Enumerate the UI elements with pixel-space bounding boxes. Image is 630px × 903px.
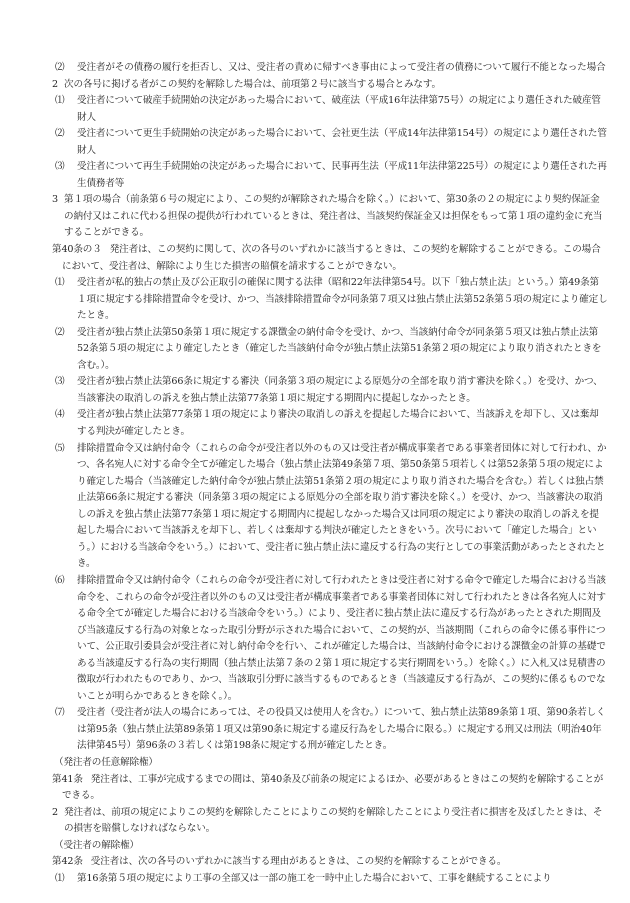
- paragraph-text: 受注者について破産手続開始の決定があった場合において、破産法（平成16年法律第75号）の規定により選任された破産管財人: [77, 95, 601, 123]
- paragraph-label: ⑵: [55, 326, 65, 338]
- list-item: [52, 275, 608, 325]
- section-heading: [52, 755, 608, 772]
- list-item: [52, 126, 608, 159]
- paragraph-label: ⑸: [55, 442, 65, 454]
- list-item: [52, 573, 608, 705]
- paragraph-label: ⑴: [55, 277, 65, 289]
- paragraph-label: ⑴: [55, 872, 65, 884]
- paragraph: [52, 805, 608, 838]
- paragraph-text: 排除措置命令又は納付命令（これらの命令が受注者に対して行われたときは受注者に対する命令で確定した場合における当該命令を、これらの命令が受注者以外のもの又は受注者が構成事業者である事業者団体に対して行われたときは各名宛人に対する命令全てが確定した場合における当該命令をいう。）により、受注者に独占禁止法に違反する行為があったとされた期間及び当該違反する行為の対象となった取引分野が示された場合において、この契約が、当該期間（これらの命令に係る事件について、公正取引委員会が受注者に対し納付命令を行い、これが確定した場合は、当該納付命令における課徴金の計算の基礎である当該違反する行為の実行期間（独占禁止法第７条の２第１項に規定する実行期間をいう。）を除く。）に入札又は見積書の徴取が行われたものであり、かつ、当該取引分野に該当するものであるとき（当該違反する行為が、この契約に係るものでないことが明らかであるときを除く。）。: [77, 574, 606, 702]
- paragraph-label: 2: [52, 806, 58, 818]
- paragraph-label: ⑺: [55, 707, 65, 719]
- list-item: [52, 871, 608, 888]
- article-paragraph: [52, 772, 608, 805]
- paragraph-text: 次の各号に掲げる者がこの契約を解除した場合は、前項第２号に該当する場合とみなす。: [64, 78, 441, 90]
- paragraph-text: （発注者の任意解除権）: [54, 756, 158, 768]
- section-heading: [52, 838, 608, 855]
- list-item: [52, 441, 608, 573]
- paragraph-text: 受注者が独占禁止法第77条第１項の規定により審決の取消しの訴えを提起した場合において、当該訴えを却下し、又は棄却する判決が確定したとき。: [77, 409, 599, 438]
- paragraph-label: ⑵: [55, 62, 65, 73]
- paragraph-text: 受注者が独占禁止法第66条に規定する審決（同条第３項の規定による原処分の全部を取り消す審決を除く。）を受け、かつ、当該審決の取消しの訴えを独占禁止法第77条第１項に規定する期間内に提起しなかったとき。: [77, 376, 603, 404]
- article-paragraph: [52, 854, 608, 871]
- paragraph-text: （受注者の解除権）: [54, 839, 139, 851]
- paragraph-label: 3: [52, 194, 58, 206]
- paragraph-label: ⑴: [55, 95, 65, 107]
- paragraph-label: ⑷: [55, 409, 65, 421]
- list-item: [52, 93, 608, 126]
- paragraph-label: ⑶: [55, 376, 65, 388]
- article-paragraph: [52, 242, 608, 275]
- paragraph-label: 第41条: [52, 773, 83, 785]
- paragraph-label: 2: [52, 78, 58, 90]
- paragraph-text: 排除措置命令又は納付命令（これらの命令が受注者以外のもの又は受注者が構成事業者である事業者団体に対して行われ、かつ、各名宛人に対する命令全てが確定した場合（独占禁止法第49条第７項、第50条第５項若しくは第52条第５項の規定により確定した場合（当該確定した納付命令が独占禁止法第51条第２項の規定により取り消された場合を含む。）若しくは独占禁止法第66条に規定する審決（同条第３項の規定による原処分の全部を取り消す審決を除く。）を受け、かつ、当該審決の取消しの訴えを独占禁止法第77条第１項に規定する期間内に提起しなかった場合又は同項の規定により審決の取消しの訴えを提起した場合において当該訴えを却下し、若しくは棄却する判決が確定したときをいう。次号において「確定した場合」という。）における当該命令をいう。）において、受注者に独占禁止法に違反する行為の実行としての事業活動があったとされたとき。: [77, 442, 607, 570]
- paragraph-label: ⑹: [55, 574, 65, 586]
- list-item: [52, 60, 608, 77]
- paragraph-text: 受注者（受注者が法人の場合にあっては、その役員又は使用人を含む。）について、独占禁止法第89条第１項、第90条若しくは第95条（独占禁止法第89条第１項又は第90条に規定する違反行為をした場合に限る。）に規定する刑又は刑法（明治40年法律第45号）第96条の３若しくは第198条に規定する刑が確定したとき。: [77, 707, 606, 752]
- list-item: [52, 374, 608, 407]
- paragraph-label: ⑶: [55, 161, 65, 173]
- paragraph-text: 受注者が独占禁止法第50条第１項に規定する課徴金の納付命令を受け、かつ、当該納付命令が同条第５項又は独占禁止法第52条第５項の規定により確定したとき（確定した当該納付命令が独占禁止法第51条第２項の規定により取り消されたときを含む。）。: [77, 326, 602, 371]
- paragraph-text: 受注者について再生手続開始の決定があった場合において、民事再生法（平成11年法律第225号）の規定により選任された再生債務者等: [77, 161, 607, 189]
- paragraph-label: ⑵: [55, 128, 65, 140]
- paragraph-text: 受注者は、次の各号のいずれかに該当する理由があるときは、この契約を解除することができる。: [90, 856, 507, 868]
- list-item: [52, 705, 608, 755]
- paragraph-text: 受注者について更生手続開始の決定があった場合において、会社更生法（平成14年法律第154号）の規定により選任された管財人: [77, 128, 607, 156]
- paragraph-text: 発注者は、前項の規定によりこの契約を解除したことによりこの契約を解除したことにより受注者に損害を及ぼしたときは、その損害を賠償しなければならない。: [64, 806, 603, 835]
- paragraph-text: 受注者がその債務の履行を拒否し、又は、受注者の責めに帰すべき事由によって受注者の債務について履行不能となった場合: [77, 62, 606, 73]
- paragraph: [52, 77, 608, 94]
- paragraph-label: 第42条: [52, 856, 83, 868]
- paragraph-text: 受注者が私的独占の禁止及び公正取引の確保に関する法律（昭和22年法律第54号。以下「独占禁止法」という。）第49条第１項に規定する排除措置命令を受け、かつ、当該排除措置命令が同条第７項又は独占禁止法第52条第５項の規定により確定したとき。: [77, 277, 608, 322]
- paragraph: [52, 192, 608, 242]
- list-item: [52, 407, 608, 440]
- paragraph-label: 第40条の３: [52, 244, 102, 256]
- paragraph-text: 第16条第５項の規定により工事の全部又は一部の施工を一時中止した場合において、工事を継続することにより: [77, 872, 552, 884]
- paragraph-text: 発注者は、工事が完成するまでの間は、第40条及び前条の規定によるほか、必要があるときはこの契約を解除することができる。: [62, 773, 604, 802]
- paragraph-text: 発注者は、この契約に関して、次の各号のいずれかに該当するときは、この契約を解除することができる。この場合において、受注者は、解除により生じた損害の賠償を請求することができない。: [62, 244, 601, 272]
- list-item: [52, 325, 608, 375]
- list-item: [52, 159, 608, 192]
- paragraph-text: 第１項の場合（前条第６号の規定により、この契約が解除された場合を除く。）において、第30条の２の規定により契約保証金の納付又はこれに代わる担保の提供が行われているときは、発注者は、当該契約保証金又は担保をもって第１項の違約金に充当することができる。: [64, 194, 603, 239]
